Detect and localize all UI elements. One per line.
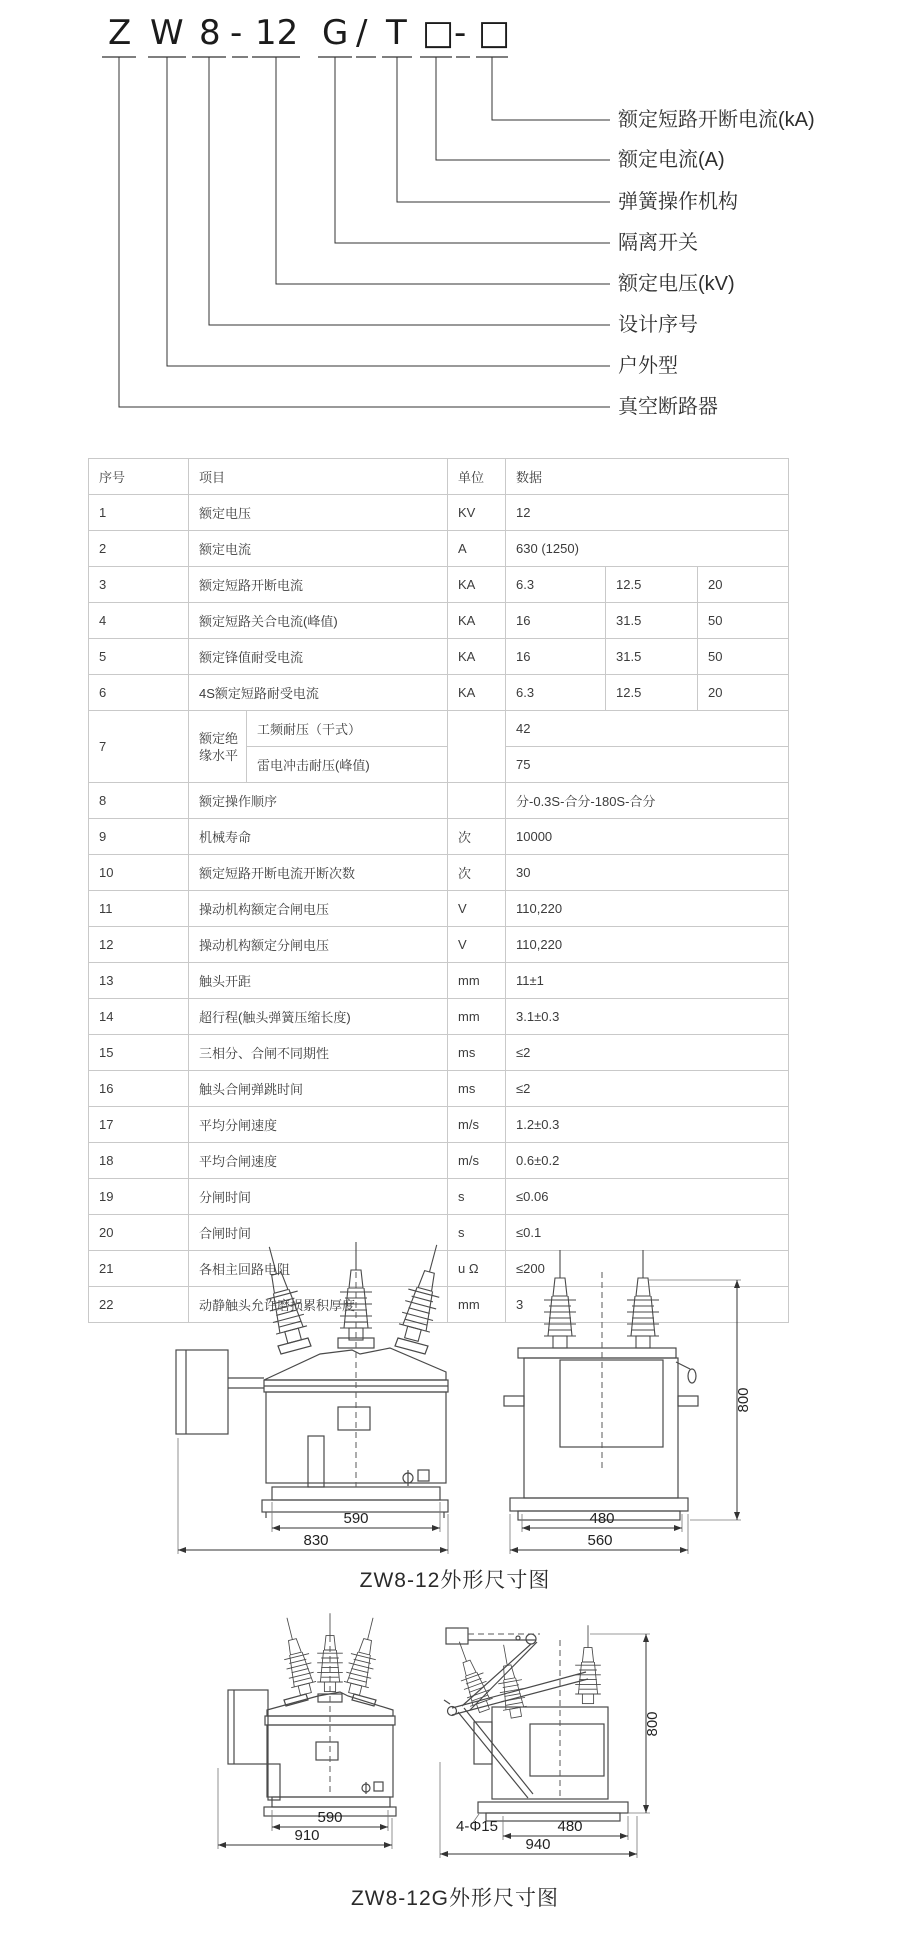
spec-row	[89, 1179, 789, 1215]
base-frame	[272, 1797, 390, 1807]
data-cell: ≤0.06	[506, 1179, 789, 1215]
dimension-annotations	[178, 1280, 752, 1554]
spec-row	[89, 531, 789, 567]
unit-cell: KA	[448, 603, 506, 639]
nameplate	[316, 1742, 338, 1760]
item-cell: 机械寿命	[189, 819, 448, 855]
unit-cell: ms	[448, 1035, 506, 1071]
data-cell: 12.5	[606, 567, 698, 603]
data-cell: 12	[506, 495, 789, 531]
front-panel	[530, 1724, 604, 1776]
unit-cell: KA	[448, 675, 506, 711]
data-cell: 3	[506, 1287, 789, 1323]
unit-cell: 次	[448, 819, 506, 855]
data-cell: ≤200	[506, 1251, 789, 1287]
connector-line	[209, 57, 610, 325]
header-item: 项目	[189, 459, 448, 495]
data-cell: 1.2±0.3	[506, 1107, 789, 1143]
dim-side-height: 800	[644, 1711, 661, 1737]
model-code-char: /	[356, 13, 368, 53]
item-cell: 额定短路开断电流	[189, 567, 448, 603]
label-disconnector: 隔离开关	[618, 232, 698, 254]
spec-row	[89, 1107, 789, 1143]
data-cell: 20	[698, 675, 789, 711]
spec-row	[89, 855, 789, 891]
data-cell: 30	[506, 855, 789, 891]
item-cell: 触头开距	[189, 963, 448, 999]
model-code-char: T	[386, 13, 407, 53]
spec-row	[89, 783, 789, 819]
label-outdoor-type: 户外型	[618, 355, 678, 377]
dim-front-outer: 910	[294, 1827, 320, 1844]
unit-cell: KA	[448, 567, 506, 603]
connector-line	[276, 57, 610, 284]
row-number-cell: 20	[89, 1215, 189, 1251]
row-number-cell: 14	[89, 999, 189, 1035]
item-cell: 触头合闸弹跳时间	[189, 1071, 448, 1107]
spec-row	[89, 603, 789, 639]
connector-line	[397, 57, 610, 202]
disconnector-head	[446, 1628, 468, 1644]
spec-row	[89, 711, 789, 747]
unit-cell: m/s	[448, 1143, 506, 1179]
breaker-body-side	[492, 1707, 608, 1799]
spec-row	[89, 1143, 789, 1179]
spec-row	[89, 963, 789, 999]
connector-line	[492, 57, 610, 120]
label-rated-voltage: 额定电压(kV)	[618, 273, 735, 295]
item-cell: 动静触头允许磨损累积厚度	[189, 1287, 448, 1323]
data-cell: 16	[506, 639, 606, 675]
model-code-char: 8	[199, 13, 221, 53]
nameplate	[338, 1407, 370, 1430]
data-cell: 75	[506, 747, 789, 783]
row-number-cell: 7	[89, 711, 189, 783]
model-code-char: -	[454, 13, 467, 53]
dimension-figure-zw8-12g	[0, 1612, 910, 1922]
data-cell: ≤2	[506, 1035, 789, 1071]
model-code-char: G	[322, 13, 349, 53]
unit-cell: s	[448, 1215, 506, 1251]
item-cell: 额定锋值耐受电流	[189, 639, 448, 675]
unit-cell: u Ω	[448, 1251, 506, 1287]
item-cell: 操动机构额定合闸电压	[189, 891, 448, 927]
data-cell: 630 (1250)	[506, 531, 789, 567]
data-cell: 31.5	[606, 603, 698, 639]
spec-row	[89, 495, 789, 531]
dim-side-outer: 940	[525, 1836, 551, 1853]
label-vacuum-breaker: 真空断路器	[618, 396, 718, 418]
unit-cell: s	[448, 1179, 506, 1215]
row-number-cell: 13	[89, 963, 189, 999]
row-number-cell: 15	[89, 1035, 189, 1071]
model-code-char: 12	[255, 13, 299, 53]
spec-row	[89, 891, 789, 927]
sub-item-cell: 雷电冲击耐压(峰值)	[247, 747, 448, 783]
model-code-char: W	[150, 13, 184, 53]
unit-cell: KA	[448, 639, 506, 675]
data-cell: 20	[698, 567, 789, 603]
item-cell: 4S额定短路耐受电流	[189, 675, 448, 711]
row-number-cell: 18	[89, 1143, 189, 1179]
row-number-cell: 12	[89, 927, 189, 963]
connector-line	[436, 57, 610, 160]
row-number-cell: 9	[89, 819, 189, 855]
unit-cell	[448, 783, 506, 819]
insulator-bushing	[342, 1615, 386, 1697]
dim-mounting-holes: 4-Φ15	[456, 1818, 498, 1835]
data-cell: 50	[698, 603, 789, 639]
row-number-cell: 17	[89, 1107, 189, 1143]
figure-2-caption: ZW8-12G外形尺寸图	[350, 1887, 559, 1910]
disconnector-arm	[462, 1642, 537, 1710]
spec-row	[89, 1035, 789, 1071]
data-cell: 16	[506, 603, 606, 639]
unit-cell: m/s	[448, 1107, 506, 1143]
item-cell: 额定绝缘水平	[189, 711, 247, 783]
item-cell: 额定短路开断电流开断次数	[189, 855, 448, 891]
control-cabinet	[176, 1350, 228, 1434]
unit-cell	[448, 711, 506, 783]
insulator-bushing	[275, 1615, 319, 1697]
header-no: 序号	[89, 459, 189, 495]
dim-front-inner: 590	[343, 1510, 369, 1527]
unit-cell: mm	[448, 999, 506, 1035]
unit-cell: mm	[448, 1287, 506, 1323]
dim-side-height: 800	[735, 1387, 752, 1413]
data-cell: 110,220	[506, 891, 789, 927]
item-cell: 合闸时间	[189, 1215, 448, 1251]
spec-row	[89, 927, 789, 963]
figure-1-caption: ZW8-12外形尺寸图	[359, 1569, 551, 1592]
item-cell: 平均合闸速度	[189, 1143, 448, 1179]
item-cell: 额定短路关合电流(峰值)	[189, 603, 448, 639]
dim-side-inner: 480	[589, 1510, 615, 1527]
item-cell: 分闸时间	[189, 1179, 448, 1215]
unit-cell: 次	[448, 855, 506, 891]
row-number-cell: 4	[89, 603, 189, 639]
connector-line	[167, 57, 610, 366]
model-code-box: □	[478, 13, 511, 53]
insulator-bushing	[492, 1643, 528, 1720]
data-cell: 6.3	[506, 567, 606, 603]
item-cell: 平均分闸速度	[189, 1107, 448, 1143]
header-unit: 单位	[448, 459, 506, 495]
unit-cell: V	[448, 891, 506, 927]
data-cell: ≤2	[506, 1071, 789, 1107]
unit-cell: A	[448, 531, 506, 567]
data-cell: 3.1±0.3	[506, 999, 789, 1035]
data-cell: 11±1	[506, 963, 789, 999]
model-code-char: -	[230, 13, 243, 53]
data-cell: 12.5	[606, 675, 698, 711]
row-number-cell: 6	[89, 675, 189, 711]
item-cell: 额定电压	[189, 495, 448, 531]
row-number-cell: 11	[89, 891, 189, 927]
spec-row	[89, 1071, 789, 1107]
item-cell: 超行程(触头弹簧压缩长度)	[189, 999, 448, 1035]
row-number-cell: 1	[89, 495, 189, 531]
dim-side-inner: 480	[557, 1818, 583, 1835]
front-view-drawing	[176, 1338, 448, 1518]
front-view-drawing	[228, 1690, 396, 1816]
model-code-box: □	[422, 13, 455, 53]
row-number-cell: 22	[89, 1287, 189, 1323]
data-cell: 50	[698, 639, 789, 675]
data-cell: 分-0.3S-合分-180S-合分	[506, 783, 789, 819]
side-view-drawing	[444, 1628, 628, 1821]
front-panel	[560, 1360, 663, 1447]
row-number-cell: 19	[89, 1179, 189, 1215]
row-number-cell: 3	[89, 567, 189, 603]
base-frame	[272, 1487, 440, 1500]
header-data: 数据	[506, 459, 789, 495]
insulator-bushing	[544, 1250, 576, 1348]
dim-front-inner: 590	[317, 1809, 343, 1826]
unit-cell: KV	[448, 495, 506, 531]
unit-cell: ms	[448, 1071, 506, 1107]
spec-row	[89, 675, 789, 711]
item-cell: 额定操作顺序	[189, 783, 448, 819]
spec-row	[89, 819, 789, 855]
side-view-drawing	[504, 1348, 698, 1520]
connector-line	[119, 57, 610, 407]
dim-front-outer: 830	[303, 1532, 329, 1549]
unit-cell: mm	[448, 963, 506, 999]
row-number-cell: 16	[89, 1071, 189, 1107]
unit-cell: V	[448, 927, 506, 963]
base-frame-side	[478, 1802, 628, 1813]
breaker-body-side	[524, 1358, 678, 1498]
row-number-cell: 5	[89, 639, 189, 675]
label-rated-current: 额定电流(A)	[618, 149, 725, 171]
label-spring-mechanism: 弹簧操作机构	[618, 191, 738, 213]
item-cell: 各相主回路电阻	[189, 1251, 448, 1287]
label-design-serial: 设计序号	[618, 314, 698, 336]
row-number-cell: 10	[89, 855, 189, 891]
spec-row	[89, 999, 789, 1035]
data-cell: 42	[506, 711, 789, 747]
row-number-cell: 8	[89, 783, 189, 819]
dimension-figure-zw8-12	[0, 1232, 910, 1567]
item-cell: 操动机构额定分闸电压	[189, 927, 448, 963]
lifting-eyelet	[688, 1369, 696, 1383]
data-cell: 110,220	[506, 927, 789, 963]
label-rated-breaking-current: 额定短路开断电流(kA)	[618, 109, 815, 131]
data-cell: 6.3	[506, 675, 606, 711]
dim-side-outer: 560	[587, 1532, 613, 1549]
spec-row	[89, 567, 789, 603]
insulator-bushing	[575, 1625, 601, 1703]
insulator-bushing	[396, 1241, 452, 1344]
insulator-bushing	[254, 1243, 310, 1346]
spec-table	[88, 458, 789, 1323]
data-cell: 31.5	[606, 639, 698, 675]
data-cell: 0.6±0.2	[506, 1143, 789, 1179]
sub-item-cell: 工频耐压（干式）	[247, 711, 448, 747]
data-cell: 10000	[506, 819, 789, 855]
row-number-cell: 2	[89, 531, 189, 567]
model-code-char: Z	[108, 13, 132, 53]
designation-connector-lines	[0, 0, 910, 440]
data-cell: ≤0.1	[506, 1215, 789, 1251]
row-number-cell: 21	[89, 1251, 189, 1287]
insulator-bushing	[627, 1250, 659, 1348]
spec-table-header-row	[89, 459, 789, 495]
tie-rod	[458, 1708, 533, 1798]
item-cell: 额定电流	[189, 531, 448, 567]
item-cell: 三相分、合闸不同期性	[189, 1035, 448, 1071]
connector-line	[335, 57, 610, 243]
spec-row	[89, 639, 789, 675]
